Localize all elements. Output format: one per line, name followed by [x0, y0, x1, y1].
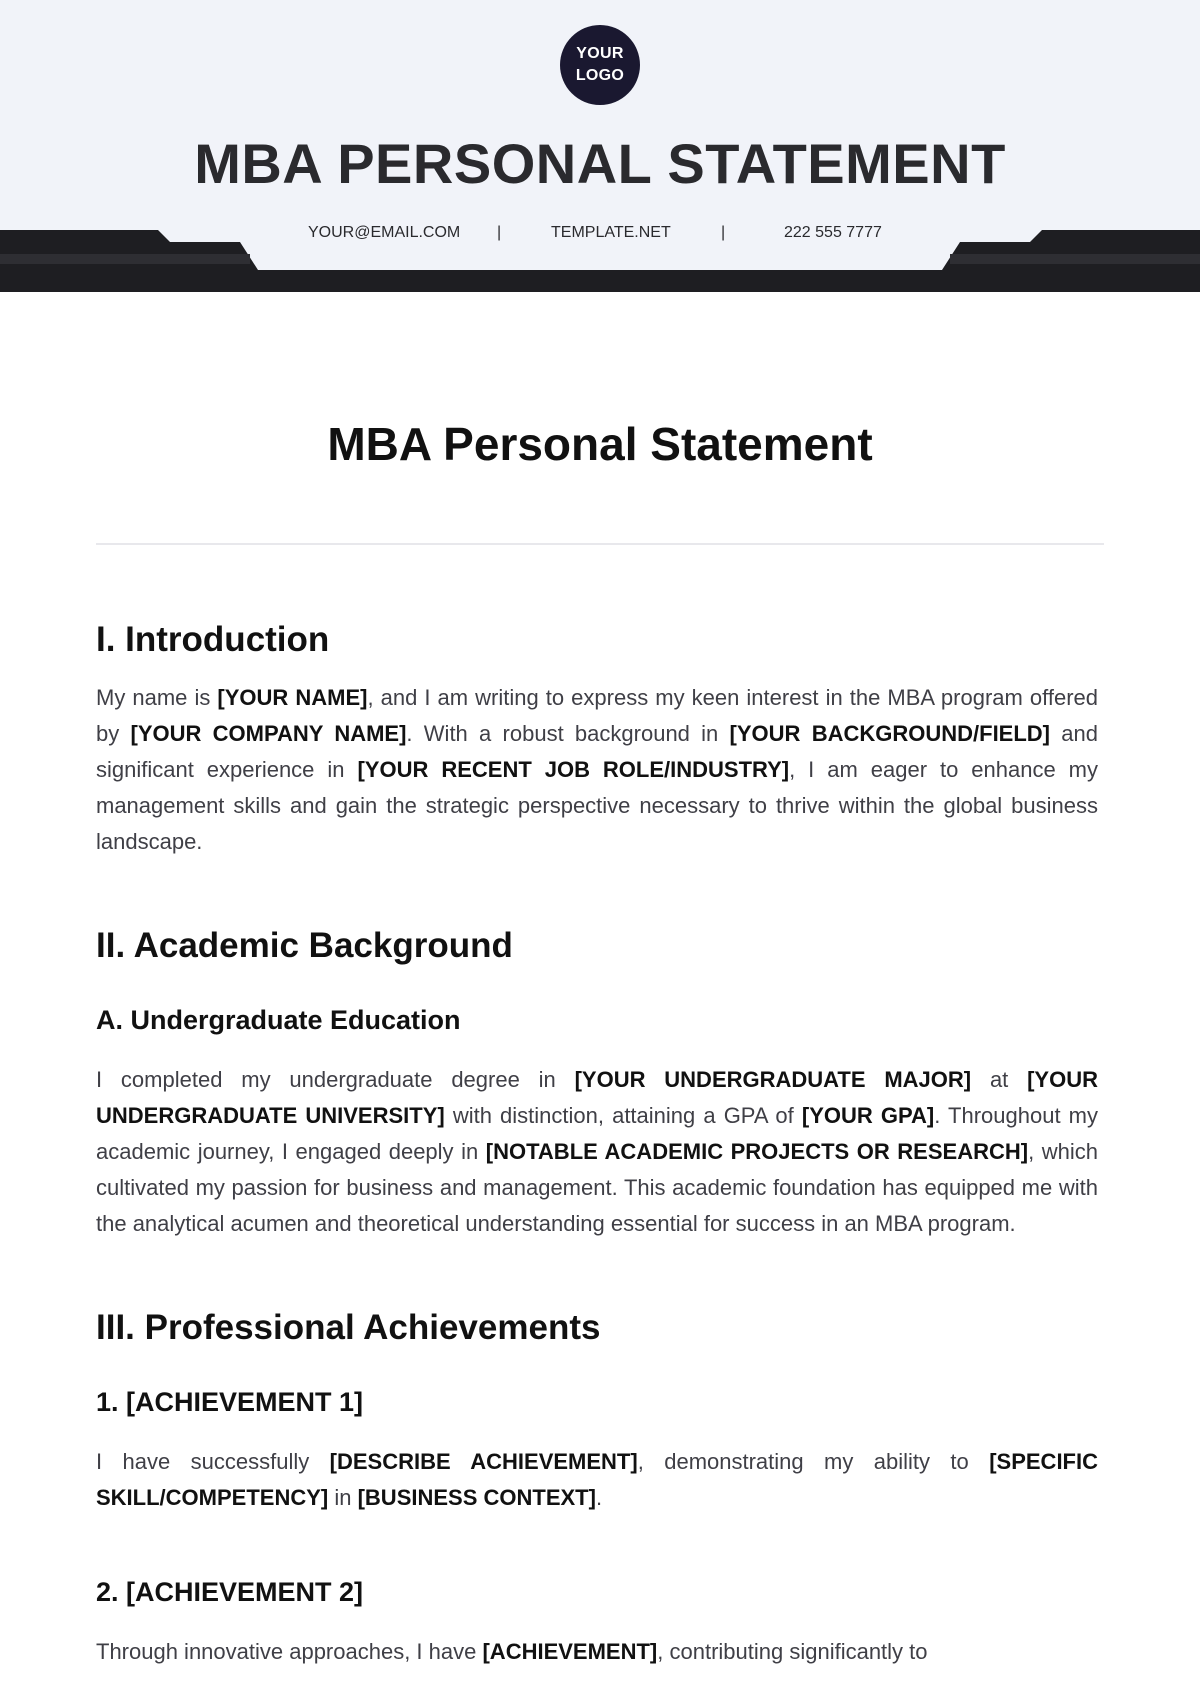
academic-paragraph: I completed my undergraduate degree in [YOUR UNDERGRADUATE MAJOR] at [YOUR UNDERGRADUATE UNIVERSITY] with distinction, attaining a GPA of [YOUR GPA]. Throughout my academic journey, I engaged deeply in [NOTABLE ACADEMIC PROJECTS OR RESEARCH], which cultivated my passion for business and management. This academic foundation has equipped me with the analytical acumen and theoretical understanding essential for success in an MBA program.	[96, 1067, 1099, 1236]
introduction-paragraph: My name is [YOUR NAME], and I am writing to express my keen interest in the MBA program offered by [YOUR COMPANY NAME]. With a robust background in [YOUR BACKGROUND/FIELD] and significant experience in [YOUR RECENT JOB ROLE/INDUSTRY], I am eager to enhance my management skills and gain the strategic perspective necessary to thrive within the global business landscape.	[96, 685, 1099, 854]
placeholder-academic-projects: [NOTABLE ACADEMIC PROJECTS OR RESEARCH]	[485, 1139, 1029, 1164]
company-logo	[560, 25, 640, 105]
contact-separator: |	[497, 224, 502, 241]
placeholder-achievement: [ACHIEVEMENT]	[482, 1639, 658, 1664]
document-title: MBA Personal Statement	[327, 418, 873, 470]
document-header	[0, 0, 1200, 292]
placeholder-describe-achievement: [DESCRIBE ACHIEVEMENT]	[329, 1449, 638, 1474]
logo-line-1: YOUR	[576, 45, 624, 62]
placeholder-background-field: [YOUR BACKGROUND/FIELD]	[729, 721, 1051, 746]
section-heading-professional-achievements: III. Professional Achievements	[96, 1308, 601, 1347]
placeholder-your-name: [YOUR NAME]	[217, 685, 368, 710]
contact-website: TEMPLATE.NET	[551, 224, 671, 241]
placeholder-specific-skill: [SPECIFIC SKILL/COMPETENCY]	[96, 1449, 1098, 1510]
placeholder-gpa: [YOUR GPA]	[801, 1103, 935, 1128]
logo-line-2: LOGO	[575, 67, 625, 84]
subsection-heading-undergraduate: A. Undergraduate Education	[96, 1005, 461, 1035]
placeholder-undergraduate-university: [YOUR UNDERGRADUATE UNIVERSITY]	[96, 1067, 1098, 1128]
section-heading-academic-background: II. Academic Background	[96, 926, 513, 965]
achievement-1-paragraph: I have successfully [DESCRIBE ACHIEVEMENT], demonstrating my ability to [SPECIFIC SKILL/COMPETENCY] in [BUSINESS CONTEXT].	[96, 1449, 1098, 1510]
contact-separator: |	[721, 224, 726, 241]
placeholder-company-name: [YOUR COMPANY NAME]	[130, 721, 407, 746]
achievement-1-heading: 1. [ACHIEVEMENT 1]	[96, 1387, 364, 1417]
contact-email: YOUR@EMAIL.COM	[308, 224, 461, 241]
document-content	[96, 612, 1098, 1670]
achievement-2-paragraph: Through innovative approaches, I have [ACHIEVEMENT], contributing significantly to	[96, 1639, 928, 1664]
contact-phone: 222 555 7777	[784, 224, 882, 241]
achievement-2-heading: 2. [ACHIEVEMENT 2]	[96, 1577, 364, 1607]
contact-bar	[0, 222, 1200, 248]
placeholder-undergraduate-major: [YOUR UNDERGRADUATE MAJOR]	[574, 1067, 972, 1092]
placeholder-business-context: [BUSINESS CONTEXT]	[357, 1485, 596, 1510]
header-title: MBA PERSONAL STATEMENT	[194, 132, 1006, 195]
placeholder-recent-job-role: [YOUR RECENT JOB ROLE/INDUSTRY]	[357, 757, 790, 782]
title-divider	[96, 543, 1104, 545]
section-heading-introduction: I. Introduction	[96, 620, 330, 659]
